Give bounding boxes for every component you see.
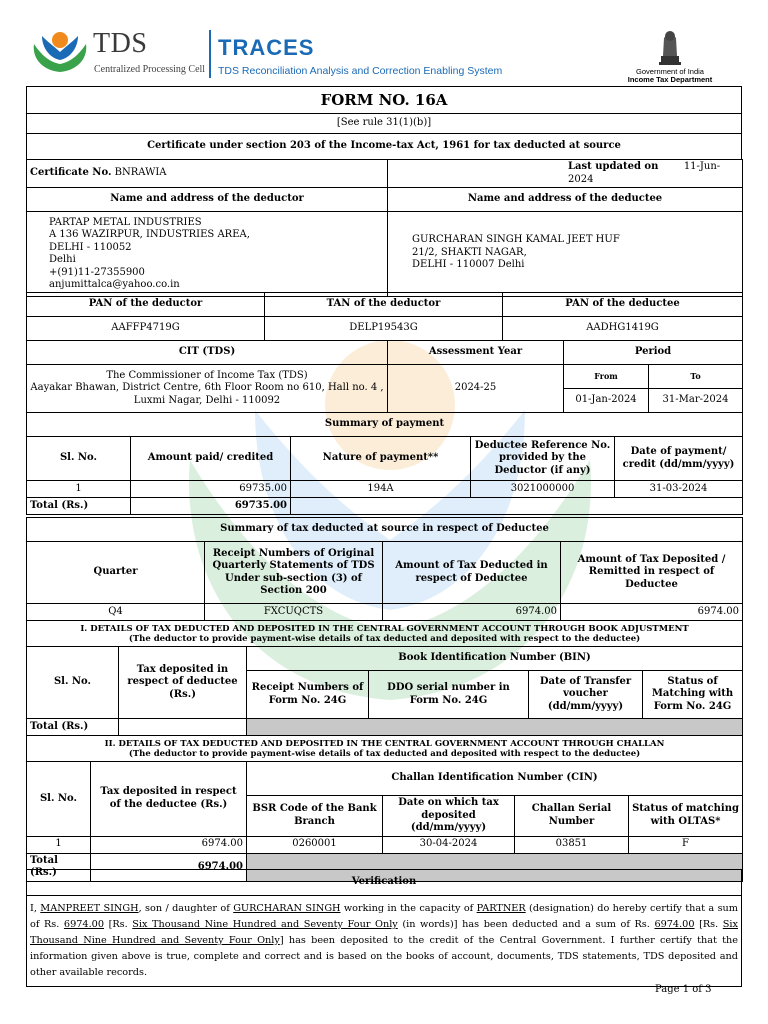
book-total-label: Total (Rs.) (27, 719, 119, 736)
challan-header-sl: Sl. No. (27, 762, 91, 837)
pan-deductee-value: AADHG1419G (503, 317, 743, 341)
book-header-date: Date of Transfer voucher (dd/mm/yyyy) (529, 671, 643, 719)
deductor-header: Name and address of the deductor (27, 188, 388, 212)
traces-subtitle: TDS Reconciliation Analysis and Correction Enabling System (218, 65, 503, 77)
page-header (0, 0, 768, 86)
tax-header-receipt: Receipt Numbers of Original Quarterly Statements of TDS Under sub-section (3) of Section 200 (205, 542, 383, 604)
certificate-number: BNRAWIA (114, 167, 167, 179)
challan-date: 30-04-2024 (383, 836, 515, 853)
certificate-cell (27, 160, 388, 188)
deductor-line: PARTAP METAL INDUSTRIES (49, 216, 202, 228)
cit-address (27, 365, 388, 413)
deductor-line: A 136 WAZIRPUR, INDUSTRIES AREA, (49, 229, 250, 240)
deductor-line: DELHI - 110052 (49, 241, 132, 253)
challan-tax: 6974.00 (91, 836, 247, 853)
payment-total-label: Total (Rs.) (27, 498, 131, 515)
tax-deducted: 6974.00 (383, 604, 561, 621)
verification-table (26, 869, 742, 987)
verification-text (27, 896, 742, 987)
form-title: FORM NO. 16A (27, 87, 742, 114)
tax-header-deducted: Amount of Tax Deducted in respect of Deductee (383, 542, 561, 604)
deductor-line: anjumittalca@yahoo.co.in (49, 279, 180, 290)
goi-line1: Government of India (636, 67, 704, 76)
payment-amount: 69735.00 (131, 481, 291, 498)
verif-text: (in words)] has been deducted and a sum of Rs. (397, 919, 655, 930)
payment-total: 69735.00 (131, 498, 291, 515)
verif-father: GURCHARAN SINGH (233, 903, 341, 914)
challan-serial: 03851 (515, 836, 629, 853)
tds-subtitle: Centralized Processing Cell (94, 64, 206, 75)
verif-name: MANPREET SINGH (40, 903, 139, 914)
payment-summary-table (26, 412, 743, 515)
verif-text: , son / daughter of (138, 903, 234, 914)
payment-header-sl: Sl. No. (27, 437, 131, 481)
payment-summary-title: Summary of payment (27, 413, 743, 437)
deductee-address (388, 212, 743, 297)
verif-text: ] has been deposited to the credit of the Central Government. I further certify that the information given above is true, complete and correct and is based on the books of account, documents, TDS statements, TDS deposited and other available records. (30, 935, 739, 978)
deductee-line: 21/2, SHAKTI NAGAR, (412, 246, 527, 258)
payment-reference: 3021000000 (471, 481, 615, 498)
pan-deductor-label: PAN of the deductor (27, 293, 265, 317)
national-emblem-icon (655, 26, 685, 68)
pan-deductor-value: AAFFP4719G (27, 317, 265, 341)
book-adjustment-subtitle: (The deductor to provide payment-wise details of tax deducted and deposited with respect to the deductee) (128, 633, 641, 644)
tan-deductor-value: DELP19543G (265, 317, 503, 341)
book-header-receipt: Receipt Numbers of Form No. 24G (247, 671, 369, 719)
verif-amount1: 6974.00 (63, 919, 104, 930)
goi-label (615, 68, 725, 84)
tax-receipt: FXCUQCTS (205, 604, 383, 621)
period-from-value: 01-Jan-2024 (564, 389, 649, 413)
challan-header-serial: Challan Serial Number (515, 796, 629, 837)
challan-title: II. DETAILS OF TAX DEDUCTED AND DEPOSITED IN THE CENTRAL GOVERNMENT ACCOUNT THROUGH CHALLAN (104, 738, 665, 749)
book-adjustment-table (26, 620, 743, 736)
traces-title: TRACES (218, 35, 315, 60)
deductee-header: Name and address of the deductee (388, 188, 743, 212)
assessment-year-value: 2024-25 (388, 365, 564, 413)
payment-sl: 1 (27, 481, 131, 498)
verif-words1: Six Thousand Nine Hundred and Seventy Four Only (132, 919, 398, 930)
verif-text: (designation) do hereby certify that a sum of Rs. (30, 903, 738, 930)
cit-line: The Commissioner of Income Tax (TDS) (106, 369, 308, 381)
tax-header-quarter: Quarter (27, 542, 205, 604)
form-title-table (26, 86, 742, 160)
tax-summary-title: Summary of tax deducted at source in respect of Deductee (27, 518, 743, 542)
deductor-line: Delhi (49, 254, 76, 265)
verif-words2: Six Thousand Nine Hundred and Seventy Four Only (30, 919, 738, 946)
book-total-value (119, 719, 247, 736)
challan-subtitle: (The deductor to provide payment-wise details of tax deducted and deposited with respect to the deductee) (128, 748, 641, 759)
goi-line2: Income Tax Department (627, 75, 713, 84)
last-updated-date: 11-Jun-2024 (568, 161, 721, 185)
payment-nature: 194A (291, 481, 471, 498)
book-header-sl: Sl. No. (27, 647, 119, 719)
book-adjustment-title: I. DETAILS OF TAX DEDUCTED AND DEPOSITED IN THE CENTRAL GOVERNMENT ACCOUNT THROUGH BOOK ADJUSTMENT (80, 623, 689, 634)
challan-header-date: Date on which tax deposited (dd/mm/yyyy) (383, 796, 515, 837)
cit-line: Luxmi Nagar, Delhi - 110092 (133, 394, 281, 406)
tax-deposited: 6974.00 (561, 604, 743, 621)
table-row (27, 604, 743, 621)
certificate-label: Certificate No. (30, 167, 112, 179)
challan-total-label: Total (Rs.) (27, 853, 91, 881)
challan-header-bsr: BSR Code of the Bank Branch (247, 796, 383, 837)
last-updated-cell (388, 160, 743, 188)
verif-text: [Rs. (694, 919, 723, 930)
page-number: Page 1 of 3 (655, 984, 712, 995)
form-rule: [See rule 31(1)(b)] (27, 114, 742, 134)
payment-header-reference: Deductee Reference No. provided by the Deductor (if any) (471, 437, 615, 481)
deductee-line: DELHI - 110007 Delhi (412, 259, 525, 270)
verif-text: working in the capacity of (340, 903, 477, 914)
payment-total-empty (291, 498, 743, 515)
pan-deductee-label: PAN of the deductee (503, 293, 743, 317)
challan-heading (27, 736, 743, 762)
verif-text: I, (30, 903, 41, 914)
period-from-label: From (564, 365, 649, 389)
tds-logo-icon (30, 26, 90, 78)
tax-header-deposited: Amount of Tax Deposited / Remitted in respect of Deductee (561, 542, 743, 604)
payment-date: 31-03-2024 (615, 481, 743, 498)
payment-header-amount: Amount paid/ credited (131, 437, 291, 481)
payment-header-nature: Nature of payment** (291, 437, 471, 481)
tan-deductor-label: TAN of the deductor (265, 293, 503, 317)
book-header-bin: Book Identification Number (BIN) (247, 647, 743, 671)
cit-label: CIT (TDS) (27, 341, 388, 365)
pan-tan-table (26, 292, 743, 341)
challan-header-status: Status of matching with OLTAS* (629, 796, 743, 837)
challan-total: 6974.00 (91, 853, 247, 881)
challan-sl: 1 (27, 836, 91, 853)
tds-title: TDS (93, 28, 148, 59)
challan-header-tax: Tax deposited in respect of the deductee (Rs.) (91, 762, 247, 837)
table-row (27, 836, 743, 853)
last-updated-label: Last updated on (568, 161, 659, 172)
challan-status: F (629, 836, 743, 853)
assessment-year-label: Assessment Year (388, 341, 564, 365)
book-header-ddo: DDO serial number in Form No. 24G (369, 671, 529, 719)
period-to-value: 31-Mar-2024 (649, 389, 743, 413)
period-label: Period (564, 341, 743, 365)
book-header-status: Status of Matching with Form No. 24G (643, 671, 743, 719)
book-header-tax: Tax deposited in respect of deductee (Rs.) (119, 647, 247, 719)
verification-title: Verification (27, 870, 742, 896)
payment-header-date: Date of payment/ credit (dd/mm/yyyy) (615, 437, 743, 481)
challan-bsr: 0260001 (247, 836, 383, 853)
book-adjustment-heading (27, 621, 743, 647)
tax-summary-table (26, 517, 743, 621)
deductor-line: +(91)11-27355900 (49, 266, 145, 278)
verif-text: [Rs. (103, 919, 133, 930)
challan-table (26, 735, 743, 882)
verif-designation: PARTNER (476, 903, 526, 914)
verif-amount2: 6974.00 (654, 919, 695, 930)
table-row (27, 481, 743, 498)
parties-table (26, 159, 743, 297)
cit-table (26, 340, 743, 413)
period-to-label: To (649, 365, 743, 389)
challan-header-cin: Challan Identification Number (CIN) (247, 762, 743, 796)
deductee-line: GURCHARAN SINGH KAMAL JEET HUF (412, 234, 620, 245)
header-divider (209, 30, 211, 78)
book-total-shaded (247, 719, 743, 736)
tax-quarter: Q4 (27, 604, 205, 621)
deductor-address (27, 212, 388, 297)
certificate-heading: Certificate under section 203 of the Income-tax Act, 1961 for tax deducted at source (27, 134, 742, 160)
cit-line: Aayakar Bhawan, District Centre, 6th Floor Room no 610, Hall no. 4 , (30, 382, 384, 394)
